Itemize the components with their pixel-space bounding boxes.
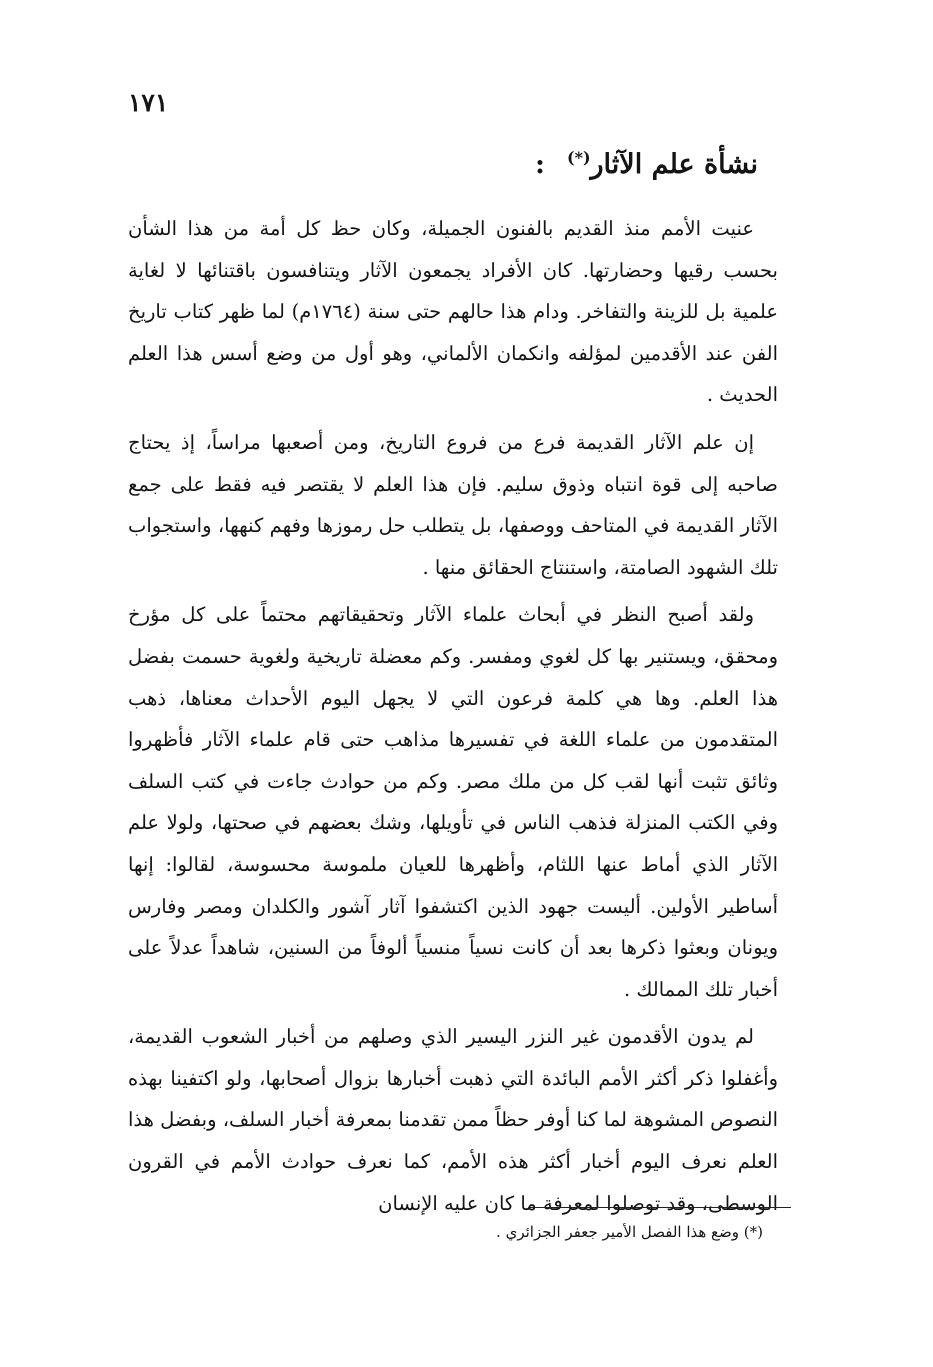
section-title-text: نشأة علم الآثار [590,149,758,180]
page-number: ١٧١ [128,88,169,117]
footnote-divider [528,1207,791,1208]
footnote: (*) وضع هذا الفصل الأمير جعفر الجزائري . [496,1223,763,1241]
paragraph-2: إن علم الآثار القديمة فرع من فروع التاريخ، ومن أصعبها مراساً، إذ يحتاج صاحبه إلى قوة انتباه وذوق سليم. فإن هذا العلم لا يقتصر فيه فقط على جمع الآثار القديمة في المتاحف ووصفها، بل يتطلب حل رموزها وفهم كنهها، واستجواب تلك الشهود الصامتة، واستنتاج الحقائق منها . [128,430,778,579]
title-colon: : [535,149,545,180]
body-text [128,208,778,1224]
paragraph-4: لم يدون الأقدمون غير النزر اليسير الذي وصلهم من أخبار الشعوب القديمة، وأغفلوا ذكر أكثر الأمم البائدة التي ذهبت أخبارها بزوال أصحابها، ولو اكتفينا بهذه النصوص المشوهة لما كنا أوفر حظاً ممن تقدمنا بمعرفة أخبار السلف، وبفضل هذا العلم نعرف اليوم أخبار أكثر هذه الأمم، كما نعرف حوادث الأمم في القرون الوسطى، وقد توصلوا لمعرفة ما كان عليه الإنسان [128,1025,778,1215]
paragraph-3: ولقد أصبح النظر في أبحاث علماء الآثار وتحقيقاتهم محتماً على كل مؤرخ ومحقق، ويستنير بها كل لغوي ومفسر. وكم معضلة تاريخية ولغوية حسمت بفضل هذا العلم. وها هي كلمة فرعون التي لا يجهل اليوم الأحداث معناها، ذهب المتقدمون من علماء اللغة في تفسيرها مذاهب حتى قام علماء الآثار فأظهروا وثائق تثبت أنها لقب كل من ملك مصر. وكم من حوادث جاءت في كتب السلف وفي الكتب المنزلة فذهب الناس في تأويلها، وشك بعضهم في صحتها، ولولا علم الآثار الذي أماط عنها اللثام، وأظهرها للعيان ملموسة محسوسة، لقالوا: إنها أساطير الأولين. أليست جهود الذين اكتشفوا آثار آشور والكلدان ومصر وفارس ويونان وبعثوا ذكرها بعد أن كانت نسياً منسياً ألوفاً من السنين، شاهداً عدلاً على أخبار تلك الممالك . [128,603,778,1001]
paragraph-1: عنيت الأمم منذ القديم بالفنون الجميلة، وكان حظ كل أمة من هذا الشأن بحسب رقيها وحضارتها. كان الأفراد يجمعون الآثار ويتنافسون باقتنائها لا لغاية علمية بل للزينة والتفاخر. ودام هذا حالهم حتى سنة (١٧٦٤م) لما ظهر كتاب تاريخ الفن عند الأقدمين لمؤلفه وانكمان الألماني، وهو أول من وضع أسس هذا العلم الحديث . [128,217,778,407]
footnote-marker: (*) [567,148,591,167]
section-title [535,148,758,180]
